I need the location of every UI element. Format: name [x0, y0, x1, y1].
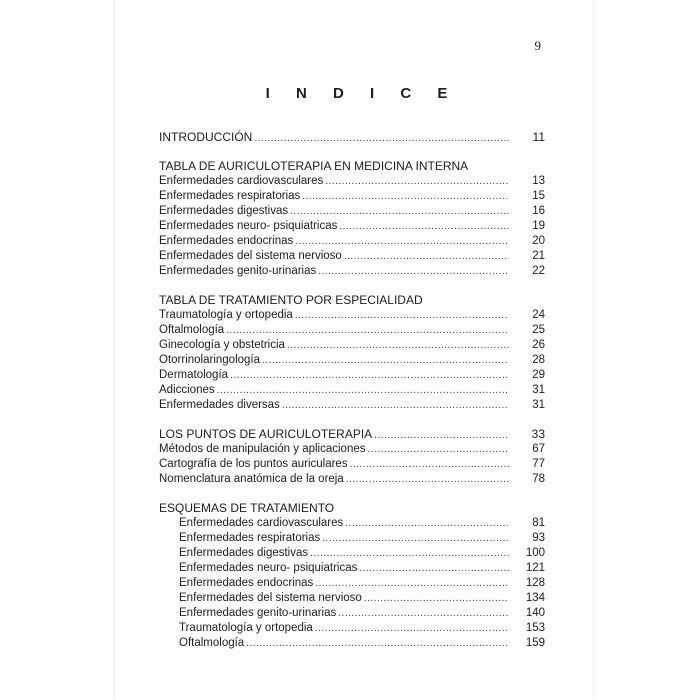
toc-entry-page: 31 [532, 384, 545, 396]
toc-entry [159, 383, 545, 398]
toc-entry [159, 516, 545, 531]
toc-entry [159, 234, 545, 249]
toc-entry-label: Oftalmología [179, 637, 245, 649]
toc-section [159, 293, 545, 413]
section-title [159, 427, 545, 442]
toc-entry-page: 77 [532, 458, 545, 470]
toc-entry-page: 153 [525, 622, 545, 634]
dot-leader [262, 353, 509, 368]
dot-leader [359, 561, 509, 576]
toc-entry [159, 606, 545, 621]
section-title-label: LOS PUNTOS DE AURICULOTERAPIA [159, 427, 373, 441]
toc-entry-label: Enfermedades cardiovasculares [159, 175, 324, 187]
toc-entry-label: Métodos de manipulación y aplicaciones [159, 443, 366, 455]
toc-entry-page: 121 [525, 562, 545, 574]
book-page [115, 0, 593, 700]
toc-entry [159, 621, 545, 636]
toc-intro-section [159, 130, 545, 145]
toc-entry-label: Enfermedades genito-urinarias [179, 607, 337, 619]
toc-entry-label: Enfermedades neuro- psiquiatricas [179, 562, 358, 574]
toc-entry-label: Enfermedades endocrinas [159, 235, 294, 247]
toc-entry-page: 24 [532, 309, 545, 321]
toc-entry-label: Traumatología y ortopedia [159, 309, 293, 321]
toc-entry-page: 29 [532, 369, 545, 381]
dot-leader [287, 338, 509, 353]
dot-leader [315, 621, 509, 636]
toc-entry-page: 22 [532, 265, 545, 277]
toc-section [159, 159, 545, 279]
toc-entry-label: Adicciones [159, 384, 215, 396]
toc-entry [159, 174, 545, 189]
toc-section [159, 427, 545, 487]
toc-entry [159, 636, 545, 651]
toc-entry-page: 31 [532, 399, 545, 411]
toc-entry-label: Enfermedades respiratorias [179, 532, 321, 544]
toc-entry-label: Enfermedades digestivas [159, 205, 289, 217]
toc-entry-label: Nomenclatura anatómica de la oreja [159, 473, 344, 485]
toc-entry [159, 457, 545, 472]
toc-sections [159, 159, 545, 651]
toc-entry-label: Enfermedades endocrinas [179, 577, 314, 589]
table-of-contents [159, 130, 545, 665]
dot-leader [344, 249, 509, 264]
toc-entry [159, 591, 545, 606]
toc-entry [159, 531, 545, 546]
toc-entry-page: 93 [532, 532, 545, 544]
toc-entry-page: 140 [525, 607, 545, 619]
dot-leader [302, 189, 509, 204]
toc-entry [159, 338, 545, 353]
toc-entry-page: 81 [532, 517, 545, 529]
dot-leader [325, 174, 509, 189]
toc-entry-label: Otorrinolaringología [159, 354, 261, 366]
toc-entry-label: Enfermedades diversas [159, 399, 280, 411]
dot-leader [315, 576, 509, 591]
toc-entry-page: 26 [532, 339, 545, 351]
toc-entry-label: Enfermedades neuro- psiquiatricas [159, 220, 338, 232]
dot-leader [282, 398, 509, 413]
page-number: 9 [534, 38, 541, 53]
toc-entry [159, 264, 545, 279]
toc-entry [159, 189, 545, 204]
toc-entry-page: 21 [532, 250, 545, 262]
toc-entry [159, 398, 545, 413]
toc-entry [159, 323, 545, 338]
toc-entry [159, 308, 545, 323]
toc-entry-label: Enfermedades respiratorias [159, 190, 301, 202]
toc-entry-page: 16 [532, 205, 545, 217]
toc-entry [159, 576, 545, 591]
toc-entry-page: 25 [532, 324, 545, 336]
toc-entry-page: 19 [532, 220, 545, 232]
toc-entry-page: 134 [525, 592, 545, 604]
toc-section [159, 501, 545, 651]
toc-entry-label: Enfermedades digestivas [179, 547, 309, 559]
dot-leader [367, 442, 509, 457]
toc-entry-page: 100 [525, 547, 545, 559]
toc-entry-page: 15 [532, 190, 545, 202]
dot-leader [338, 606, 509, 621]
toc-entry-page: 159 [525, 637, 545, 649]
section-title: TABLA DE TRATAMIENTO POR ESPECIALIDAD [159, 293, 423, 307]
toc-entry-label: Ginecología y obstetricia [159, 339, 285, 351]
toc-entry-page: 67 [532, 443, 545, 455]
dot-leader [217, 383, 509, 398]
dot-leader [318, 264, 509, 279]
dot-leader [226, 323, 509, 338]
dot-leader [254, 131, 509, 146]
toc-entry [159, 546, 545, 561]
toc-entry [159, 353, 545, 368]
toc-entry-introduccion [159, 130, 545, 145]
dot-leader [295, 234, 509, 249]
toc-entry-label: Traumatología y ortopedia [179, 622, 313, 634]
toc-entry-label: INTRODUCCIÓN [159, 130, 253, 144]
toc-entry-label: Oftalmología [159, 324, 225, 336]
dot-leader [295, 308, 509, 323]
dot-leader [364, 591, 509, 606]
index-title: I N D I C E [265, 85, 459, 102]
dot-leader [322, 531, 509, 546]
toc-entry-label: Enfermedades del sistema nervioso [159, 250, 342, 262]
toc-entry [159, 472, 545, 487]
toc-entry-label: Enfermedades genito-urinarias [159, 265, 317, 277]
toc-entry [159, 249, 545, 264]
dot-leader [230, 368, 509, 383]
toc-entry-page: 78 [532, 473, 545, 485]
toc-entry-label: Enfermedades del sistema nervioso [179, 592, 362, 604]
toc-entry [159, 561, 545, 576]
toc-entry [159, 204, 545, 219]
section-title: ESQUEMAS DE TRATAMIENTO [159, 501, 335, 515]
section-title: TABLA DE AURICULOTERAPIA EN MEDICINA INTERNA [159, 159, 469, 173]
dot-leader [350, 457, 509, 472]
toc-entry [159, 368, 545, 383]
dot-leader [345, 516, 509, 531]
toc-entry-page: 28 [532, 354, 545, 366]
toc-entry [159, 442, 545, 457]
toc-entry-label: Cartografía de los puntos auriculares [159, 458, 348, 470]
dot-leader [374, 428, 509, 443]
toc-entry [159, 219, 545, 234]
toc-entry-label: Dermatología [159, 369, 229, 381]
dot-leader [246, 636, 509, 651]
toc-entry-label: Enfermedades cardiovasculares [179, 517, 344, 529]
toc-entry-page: 11 [532, 130, 545, 144]
dot-leader [310, 546, 509, 561]
toc-entry-page: 128 [525, 577, 545, 589]
dot-leader [339, 219, 509, 234]
dot-leader [290, 204, 509, 219]
dot-leader [346, 472, 509, 487]
toc-entry-page: 20 [532, 235, 545, 247]
toc-entry-page: 13 [532, 175, 545, 187]
section-title-page: 33 [531, 427, 545, 441]
